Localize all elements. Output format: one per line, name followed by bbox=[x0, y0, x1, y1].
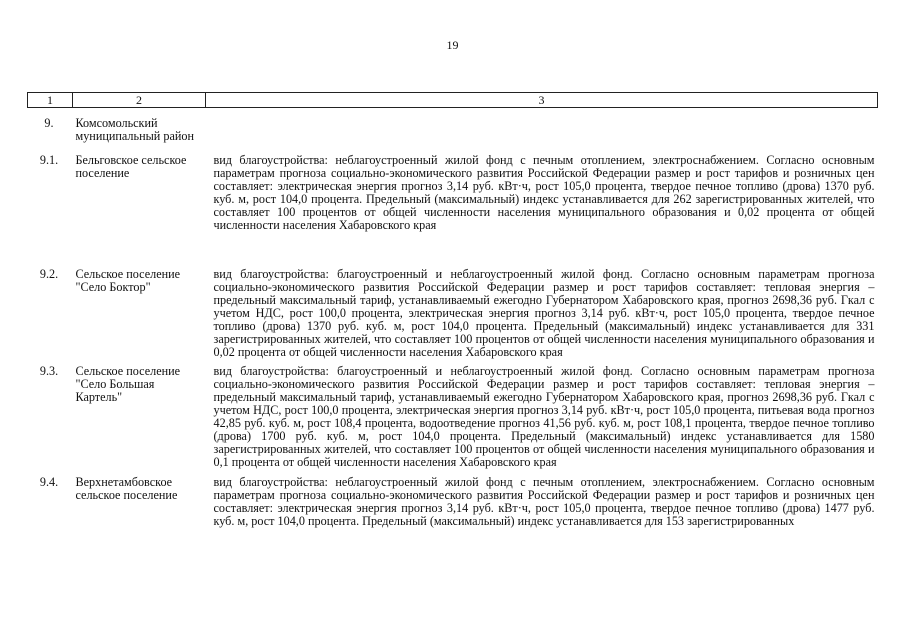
tariff-table bbox=[27, 92, 878, 528]
table-row bbox=[28, 143, 878, 232]
table-row bbox=[28, 232, 878, 359]
header-col-2: 2 bbox=[73, 93, 206, 108]
district-name: Комсомольский муниципальный район bbox=[75, 116, 194, 143]
row-number: 9.2. bbox=[39, 267, 59, 281]
row-description: вид благоустройства: благоустроенный и неблагоустроенный жилой фонд. Согласно основным параметрам прогноза социально-экономического развития Российской Федерации размер и рост тарифов составляет: тепловая энергия – предельный максимальный тариф, устанавливаемый ежегодно Губернатором Хабаровского края, прогноз 2698,36 руб. Гкал с учетом НДС, рост 100,0 процента, электрическая энергия прогноз 3,14 руб. кВт·ч, рост 105,0 процента, питьевая вода прогноз 42,85 руб. куб. м, рост 108,4 процента, водоотведение прогноз 41,56 руб. куб. м, рост 108,1 процента, твердое печное топливо (дрова) 1700 руб. куб. м, рост 104,0 процента. Предельный (максимальный) индекс устанавливается для 1580 зарегистрированных жителей, что составляет 100 процентов от общей численности населения муниципального образования и 0,1 процента от общей численности населения Хабаровского края bbox=[213, 364, 875, 469]
header-col-3: 3 bbox=[206, 93, 878, 108]
row-description bbox=[206, 108, 878, 144]
row-number: 9.4. bbox=[39, 475, 59, 489]
settlement-name: Сельское поселение "Село Боктор" bbox=[75, 267, 181, 294]
row-number: 9.1. bbox=[39, 153, 59, 167]
row-number: 9.3. bbox=[39, 364, 59, 378]
settlement-name: Сельское поселение "Село Большая Картель" bbox=[75, 364, 181, 404]
row-description: вид благоустройства: благоустроенный и неблагоустроенный жилой фонд. Согласно основным параметрам прогноза социально-экономического развития Российской Федерации размер и рост тарифов составляет: тепловая энергия – предельный максимальный тариф, устанавливаемый ежегодно Губернатором Хабаровского края, прогноз 2698,36 руб. Гкал с учетом НДС, рост 100,0 процента, электрическая энергия прогноз 3,14 руб. кВт·ч, рост 105,0 процента, твердое печное топливо (дрова) 1370 руб. куб. м, рост 104,0 процента. Предельный (максимальный) индекс устанавливается для 331 зарегистрированных жителей, что составляет 100 процентов от общей численности населения муниципального образования и 0,02 процента от общей численности населения Хабаровского края bbox=[213, 267, 875, 359]
row-number: 9. bbox=[44, 116, 54, 130]
table-row bbox=[28, 469, 878, 528]
table-row bbox=[28, 108, 878, 144]
settlement-name: Бельговское сельское поселение bbox=[75, 153, 187, 180]
page-number: 19 bbox=[446, 38, 459, 52]
table-header-row bbox=[28, 93, 878, 108]
table-row bbox=[28, 359, 878, 469]
row-description: вид благоустройства: неблагоустроенный жилой фонд с печным отоплением, электроснабжением. Согласно основным параметрам прогноза социально-экономического развития Российской Федерации размер и рост тарифов и розничных цен составляет: электрическая энергия прогноз 3,14 руб. кВт·ч, рост 105,0 процента, твердое печное топливо (дрова) 1370 руб. куб. м, рост 104,0 процента. Предельный (максимальный) индекс устанавливается для 262 зарегистрированных жителей, что составляет 100 процентов от общей численности населения муниципального образования и 0,02 процента от общей численности населения Хабаровского края bbox=[213, 153, 875, 232]
header-col-1: 1 bbox=[28, 93, 73, 108]
settlement-name: Верхнетамбовское сельское поселение bbox=[75, 475, 178, 502]
row-description: вид благоустройства: неблагоустроенный жилой фонд с печным отоплением, электроснабжением. Согласно основным параметрам прогноза социально-экономического развития Российской Федерации размер и рост тарифов и розничных цен составляет: электрическая энергия прогноз 3,14 руб. кВт·ч, рост 105,0 процента, твердое печное топливо (дрова) 1477 руб. куб. м, рост 104,0 процента. Предельный (максимальный) индекс устанавливается для 153 зарегистрированных bbox=[213, 475, 875, 528]
